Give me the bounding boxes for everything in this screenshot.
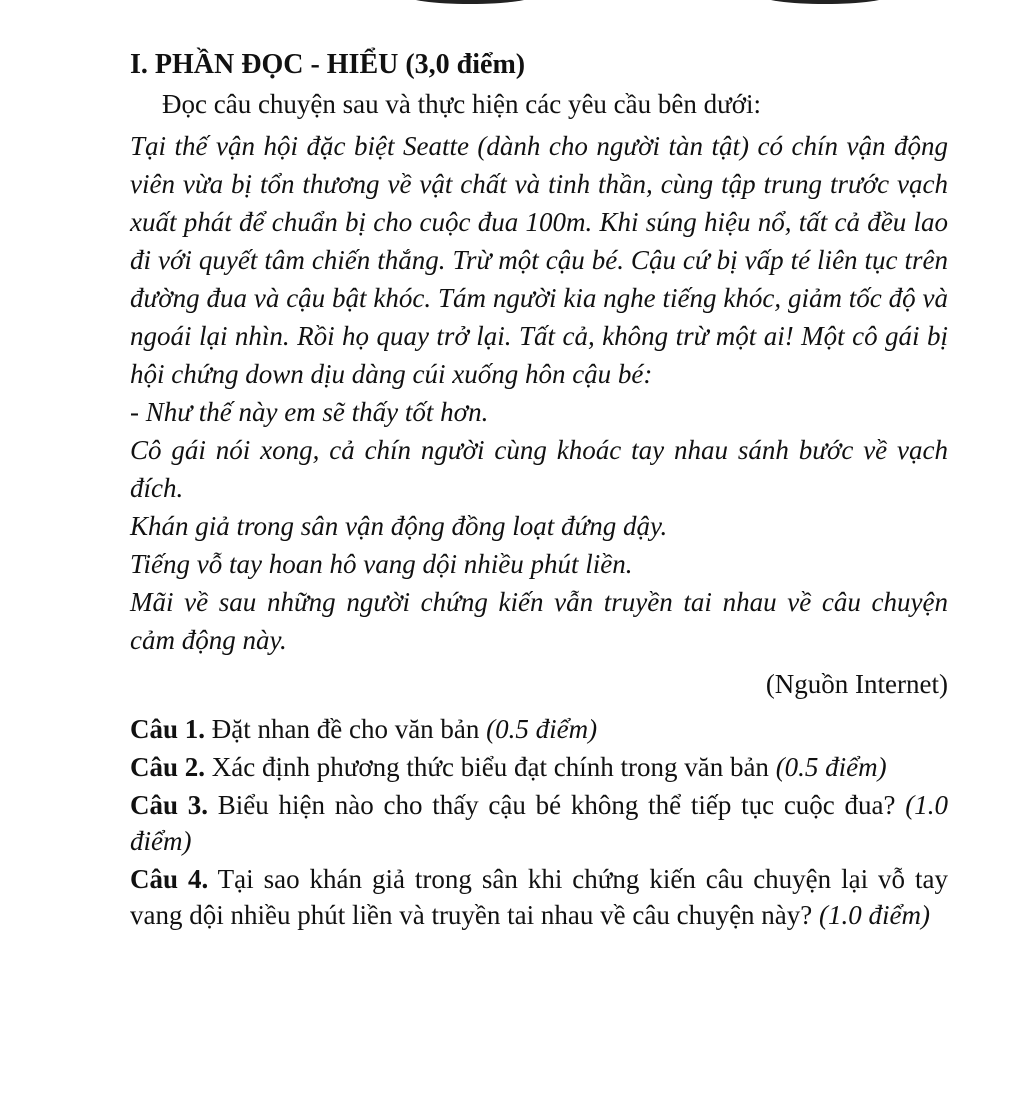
- question-label: Câu 2.: [130, 752, 206, 782]
- question-label: Câu 3.: [130, 790, 209, 820]
- story-paragraph: Khán giả trong sân vận động đồng loạt đứng dậy.: [130, 511, 668, 541]
- story-passage: [130, 127, 948, 659]
- reading-instruction: Đọc câu chuyện sau và thực hiện các yêu cầu bên dưới:: [162, 89, 762, 119]
- section-heading: I. PHẦN ĐỌC - HIỂU (3,0 điểm): [130, 49, 526, 80]
- story-paragraph: Cô gái nói xong, cả chín người cùng khoác tay nhau sánh bước về vạch đích.: [130, 435, 948, 503]
- cropped-top-marks: [0, 0, 1024, 8]
- question-text: Tại sao khán giả trong sân khi chứng kiến câu chuyện lại vỗ tay vang dội nhiều phút liền và truyền tai nhau về câu chuyện này?: [130, 864, 948, 930]
- question-points: (0.5 điểm): [486, 714, 598, 744]
- question-points: (1.0 điểm): [130, 790, 948, 856]
- question-4: [130, 861, 948, 933]
- question-points: (1.0 điểm): [819, 900, 930, 930]
- story-paragraph: Mãi về sau những người chứng kiến vẫn truyền tai nhau về câu chuyện cảm động này.: [130, 587, 948, 655]
- story-source: (Nguồn Internet): [765, 669, 948, 699]
- question-text: Xác định phương thức biểu đạt chính trong văn bản: [205, 752, 776, 782]
- story-paragraph: Tại thế vận hội đặc biệt Seatte (dành cho người tàn tật) có chín vận động viên vừa bị tổn thương về vật chất và tinh thần, cùng tập trung trước vạch xuất phát để chuẩn bị cho cuộc đua 100m. Khi súng hiệu nổ, tất cả đều lao đi với quyết tâm chiến thắng. Trừ một cậu bé. Cậu cứ bị vấp té liên tục trên đường đua và cậu bật khóc. Tám người kia nghe tiếng khóc, giảm tốc độ và ngoái lại nhìn. Rồi họ quay trở lại. Tất cả, không trừ một ai! Một cô gái bị hội chứng down dịu dàng cúi xuống hôn cậu bé:: [130, 131, 948, 389]
- question-2: [130, 749, 948, 785]
- story-paragraph: Tiếng vỗ tay hoan hô vang dội nhiều phút liền.: [130, 549, 633, 579]
- question-3: [130, 787, 948, 859]
- question-label: Câu 1.: [130, 714, 206, 744]
- story-paragraph: - Như thế này em sẽ thấy tốt hơn.: [130, 397, 489, 427]
- cropped-glyph-right: [760, 0, 890, 4]
- cropped-glyph-left: [405, 0, 535, 4]
- question-text: Đặt nhan đề cho văn bản: [205, 714, 487, 744]
- question-list: [130, 711, 948, 933]
- question-label: Câu 4.: [130, 864, 209, 894]
- document-page: [130, 45, 948, 935]
- question-1: [130, 711, 948, 747]
- question-points: (0.5 điểm): [775, 752, 887, 782]
- question-text: Biểu hiện nào cho thấy cậu bé không thể tiếp tục cuộc đua?: [208, 790, 906, 820]
